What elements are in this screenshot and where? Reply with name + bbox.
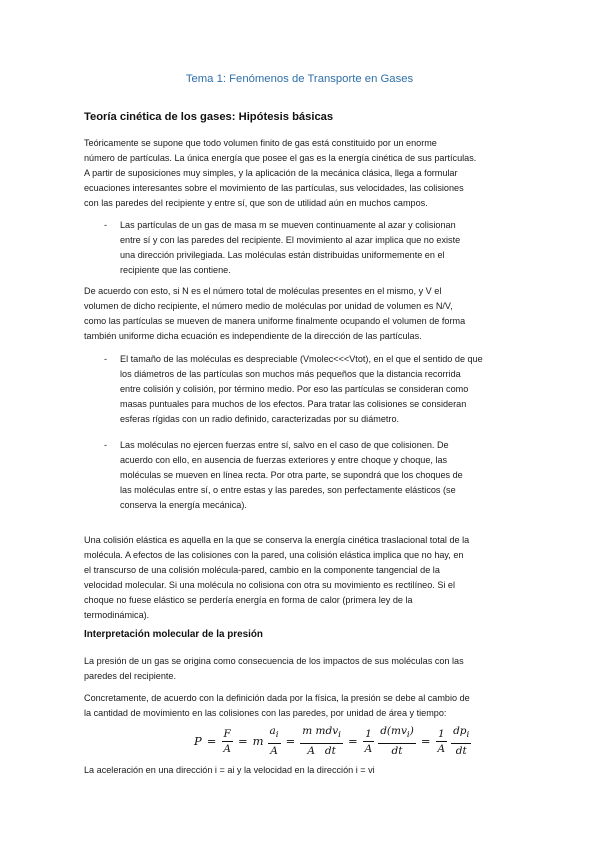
- bullet-line: recipiente que las contiene.: [120, 265, 231, 275]
- bullet-line: El tamaño de las moléculas es despreciable (Vmolec<<<Vtot), en el que el sentido de que: [120, 354, 483, 364]
- paragraph-line: como las partículas se mueven de manera uniforme finalmente ocupando el volumen de forma: [84, 316, 466, 326]
- bullet-dash: -: [104, 354, 108, 364]
- bullet-line: masas puntuales para muchos de los efectos. Para tratar las colisiones se consideran: [120, 399, 467, 409]
- paragraph-line: De acuerdo con esto, si N es el número total de moléculas presentes en el mismo, y V el: [84, 286, 442, 296]
- bullet-line: las moléculas entre sí, o entre estas y las paredes, son perfectamente elásticos (se: [120, 485, 456, 495]
- eq-denominator: A: [364, 742, 373, 755]
- paragraph-line: también uniforme dicha ecuación es independiente de la dirección de las partículas.: [84, 331, 422, 341]
- subsection-heading: Interpretación molecular de la presión: [84, 629, 263, 640]
- eq-denominator: A: [437, 742, 446, 755]
- eq-denominator: A dt: [307, 744, 336, 757]
- eq-part: dp: [453, 725, 467, 738]
- eq-part: ): [409, 725, 414, 738]
- eq-numerator: [300, 724, 343, 743]
- eq-p: P: [194, 734, 202, 748]
- eq-fraction: [435, 727, 447, 756]
- bullet-line: moléculas se mueven en línea recta. Por otra parte, se supondrá que los choques de: [120, 470, 463, 480]
- paragraph-line: paredes del recipiente.: [84, 671, 177, 681]
- eq-subscript: i: [275, 730, 279, 741]
- eq-sign: =: [420, 734, 431, 748]
- eq-subscript: i: [406, 730, 410, 741]
- bullet-line: entre colisión y colisión, por término medio. Por eso las partículas se consideran como: [120, 384, 469, 394]
- eq-numerator: [268, 724, 281, 743]
- paragraph-line: termodinámica).: [84, 610, 150, 620]
- bullet-line: entre sí y con las paredes del recipiente. El movimiento al azar implica que no existe: [120, 235, 461, 245]
- eq-part: m mdv: [302, 725, 339, 738]
- paragraph-line: Teóricamente se supone que todo volumen finito de gas está constituido por un enorme: [84, 138, 437, 148]
- bullet-line: los diámetros de las partículas son muchos más pequeños que la distancia recorrida: [120, 369, 461, 379]
- bullet-line: esferas rígidas con un radio definido, caracterizadas por su diámetro.: [120, 414, 400, 424]
- eq-subscript: i: [338, 730, 341, 741]
- eq-part: a: [269, 725, 276, 738]
- eq-denominator: dt: [455, 744, 467, 757]
- eq-denominator: A: [223, 742, 231, 755]
- eq-fraction: [300, 724, 343, 757]
- eq-fraction: [363, 727, 375, 756]
- paragraph-line: molécula. A efectos de las colisiones con la pared, una colisión elástica implica que no hay, en: [84, 550, 464, 560]
- eq-numerator: F: [223, 727, 231, 740]
- paragraph-line: Una colisión elástica es aquella en la que se conserva la energía cinética traslacional total de la: [84, 535, 470, 545]
- bullet-line: Las moléculas no ejercen fuerzas entre sí, salvo en el caso de que colisionen. De: [120, 440, 449, 450]
- paragraph-line: la cantidad de movimiento en las colisiones con las paredes, por unidad de área y tiempo:: [84, 708, 447, 718]
- eq-numerator: 1: [437, 727, 445, 740]
- bullet-dash: -: [104, 440, 108, 450]
- eq-sign: =: [237, 734, 248, 748]
- eq-denominator: A: [270, 744, 278, 757]
- paragraph-line: volumen de dicho recipiente, el número medio de moléculas por unidad de volumen es N/V,: [84, 301, 453, 311]
- paragraph-line: el transcurso de una colisión molécula-pared, cambio en la componente tangencial de la: [84, 565, 440, 575]
- eq-fraction: [451, 724, 471, 757]
- eq-part: d(mv: [380, 725, 407, 738]
- paragraph-line: A partir de suposiciones muy simples, y la aplicación de la mecánica clásica, llega a formular: [84, 168, 458, 178]
- bullet-line: acuerdo con ello, en ausencia de fuerzas exteriores y entre choque y choque, las: [120, 455, 448, 465]
- paragraph-line: Concretamente, de acuerdo con la definición dada por la física, la presión se debe al cambio de: [84, 693, 470, 703]
- eq-m: m: [252, 734, 264, 748]
- pressure-equation: [192, 724, 473, 758]
- eq-numerator: 1: [365, 727, 372, 740]
- eq-numerator: [378, 724, 416, 743]
- eq-fraction: [378, 724, 416, 757]
- eq-fraction: [268, 724, 281, 757]
- eq-subscript: i: [466, 730, 470, 741]
- eq-sign: =: [206, 734, 217, 748]
- bullet-dash: -: [104, 220, 108, 230]
- eq-sign: =: [285, 734, 296, 748]
- paragraph-line: ecuaciones interesantes sobre el movimiento de las partículas, sus velocidades, las colisiones: [84, 183, 464, 193]
- bullet-line: Las partículas de un gas de masa m se mueven continuamente al azar y colisionan: [120, 220, 456, 230]
- bullet-line: conserva la energía mecánica).: [120, 500, 247, 510]
- paragraph-line: velocidad molecular. Si una molécula no colisiona con otra su movimiento es rectilíneo. Si el: [84, 580, 456, 590]
- eq-denominator: dt: [391, 744, 403, 757]
- paragraph-line: La presión de un gas se origina como consecuencia de los impactos de sus moléculas con las: [84, 656, 464, 666]
- paragraph-line: choque no fuese elástico se perdería energía en forma de calor (primera ley de la: [84, 595, 413, 605]
- section-heading: Teoría cinética de los gases: Hipótesis básicas: [84, 111, 334, 123]
- document-title: Tema 1: Fenómenos de Transporte en Gases: [185, 73, 414, 85]
- paragraph-line: número de partículas. La única energía que posee el gas es la energía cinética de sus partículas.: [84, 153, 477, 163]
- eq-sign: =: [347, 734, 358, 748]
- eq-fraction: [221, 727, 233, 756]
- eq-numerator: [451, 724, 471, 743]
- paragraph-line: La aceleración en una dirección i = ai y la velocidad en la dirección i = vi: [84, 765, 375, 775]
- paragraph-line: con las paredes del recipiente y entre sí, que son de utilidad aún en muchos campos.: [84, 198, 428, 208]
- bullet-line: una dirección privilegiada. Las moléculas están distribuidas uniformemente en el: [120, 250, 445, 260]
